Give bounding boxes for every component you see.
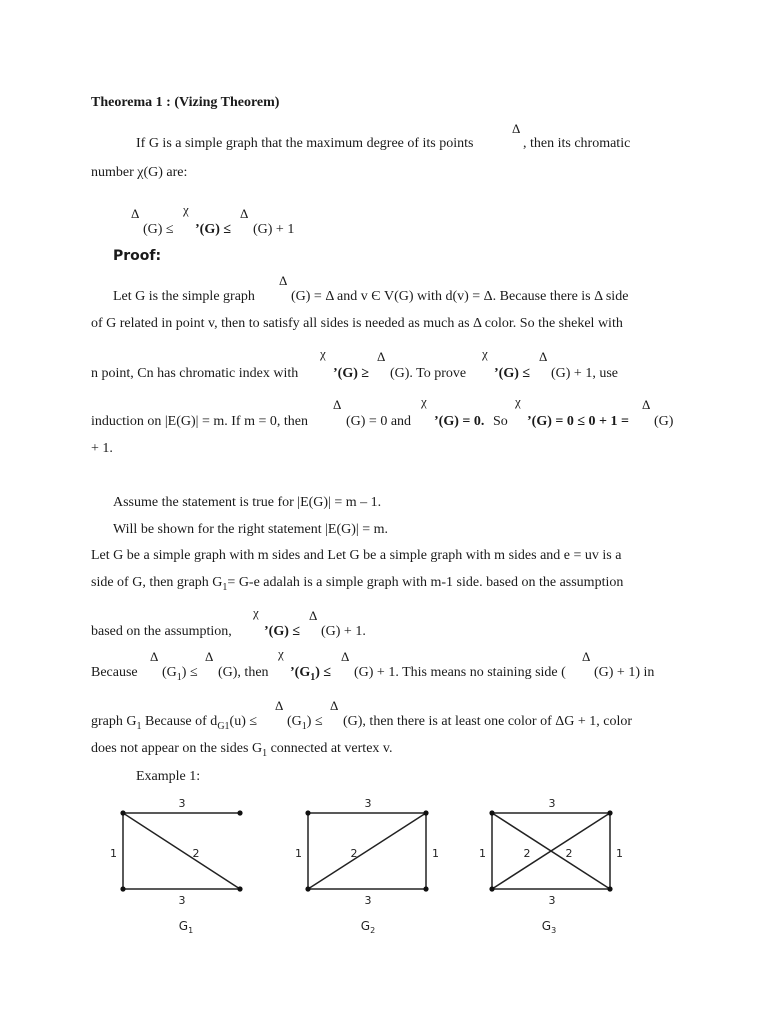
subscript: 1	[262, 747, 268, 759]
chi-symbol: χ	[482, 346, 488, 361]
para1-line2: number χ(G) are:	[91, 165, 188, 180]
vertex	[423, 886, 428, 891]
edge-label: 3	[178, 894, 186, 907]
p4-e	[290, 664, 331, 687]
subscript: 1	[222, 581, 228, 593]
edge-label: 3	[364, 797, 372, 810]
delta-symbol: Δ	[341, 649, 350, 664]
edge-label: 2	[350, 847, 358, 860]
p3-line4	[91, 574, 623, 597]
p2-line3-e: (G) + 1, use	[551, 366, 618, 381]
theorem-title: Theorema 1 : (Vizing Theorem)	[91, 95, 280, 110]
chi-symbol: χ	[320, 346, 326, 361]
p5-d: (G	[287, 714, 302, 729]
p5-de	[287, 713, 323, 736]
vertex	[489, 810, 494, 815]
p3-line2: Will be shown for the right statement |E(G)| = m.	[113, 522, 388, 537]
p5-b: Because of d	[141, 714, 218, 729]
graph-name	[361, 919, 375, 935]
p2-line3-b: ’(G) ≥	[333, 366, 370, 381]
ineq-part3: (G) + 1	[253, 222, 295, 237]
edge	[123, 813, 240, 889]
p4-b	[162, 664, 198, 687]
graph-name-text: G	[541, 919, 552, 933]
graph-name-sub: 3	[551, 926, 557, 935]
graph-g2	[308, 813, 426, 889]
chi-symbol: χ	[278, 646, 284, 661]
subscript: 1	[136, 720, 142, 732]
edge-label: 1	[295, 847, 302, 860]
p5-a: graph G	[91, 714, 137, 729]
vertex	[237, 810, 242, 815]
p5-line2-b: connected at vertex v.	[267, 741, 393, 756]
edge-label: 2	[523, 847, 531, 860]
p4-h: (G) + 1) in	[594, 665, 655, 680]
delta-symbol: Δ	[279, 273, 288, 288]
subscript: 1	[310, 671, 316, 683]
p3-line4-a: side of G, then graph G	[91, 575, 223, 590]
graph-name	[179, 919, 193, 935]
p3-line5-b: ’(G) ≤	[264, 624, 301, 639]
p4-c-text: ) ≤	[181, 665, 198, 680]
graph-g3	[492, 813, 610, 889]
p3-line5-a: based on the assumption,	[91, 624, 232, 639]
p4-g: (G) + 1. This means no staining side (	[354, 665, 566, 680]
edge-label: 3	[548, 894, 556, 907]
chi-symbol: χ	[421, 394, 427, 409]
delta-symbol: Δ	[642, 397, 651, 412]
p5-c: (u) ≤	[229, 714, 258, 729]
p5-line1	[91, 713, 257, 736]
example-label: Example 1:	[136, 769, 201, 784]
vertex	[120, 886, 125, 891]
p2-line3-a: n point, Cn has chromatic index with	[91, 366, 299, 381]
subscript: G1	[217, 720, 230, 732]
vertex	[305, 886, 310, 891]
p5-line2	[91, 740, 393, 763]
p2-line3-c: (G). To prove	[390, 366, 467, 381]
vertex	[607, 886, 612, 891]
delta-symbol: Δ	[512, 121, 521, 136]
p2-line5: + 1.	[91, 441, 113, 456]
edge-label: 1	[432, 847, 439, 860]
para1-line1: If G is a simple graph that the maximum degree of its points	[136, 136, 474, 151]
graph-name-sub: 1	[188, 926, 194, 935]
p2-line4-b: (G) = 0 and	[346, 414, 412, 429]
p2-line4-a: induction on |E(G)| = m. If m = 0, then	[91, 414, 308, 429]
p3-line1: Assume the statement is true for |E(G)| = m – 1.	[113, 495, 382, 510]
graph-name-text: G	[178, 919, 189, 933]
delta-symbol: Δ	[131, 206, 140, 221]
vertex	[607, 810, 612, 815]
edge-label: 2	[565, 847, 573, 860]
p2-line4-c: ’(G) = 0.	[434, 414, 485, 429]
delta-symbol: Δ	[539, 349, 548, 364]
graph-g1	[123, 813, 240, 889]
p2-line4-e: ’(G) = 0 ≤ 0 + 1 =	[527, 414, 629, 429]
edge-label: 1	[616, 847, 623, 860]
p2-line4-d: So	[493, 414, 508, 429]
edge-label: 3	[364, 894, 372, 907]
p4-d: (G), then	[218, 665, 269, 680]
para1-line1-end: , then its chromatic	[523, 136, 631, 151]
p2-line4-f: (G)	[654, 414, 674, 429]
proof-label: Proof:	[113, 248, 162, 264]
p4-a: Because	[91, 665, 138, 680]
subscript: 1	[176, 671, 182, 683]
delta-symbol: Δ	[205, 649, 214, 664]
p4-b-text: (G	[162, 665, 177, 680]
delta-symbol: Δ	[309, 608, 318, 623]
delta-symbol: Δ	[240, 206, 249, 221]
edge-label: 3	[548, 797, 556, 810]
edge	[308, 813, 426, 889]
vertex	[120, 810, 125, 815]
p2-line1-b: (G) = Δ and v Є V(G) with d(v) = Δ. Because there is Δ side	[291, 289, 629, 304]
p4-f-text: ) ≤	[315, 665, 332, 680]
graph-name	[542, 919, 556, 935]
example-graphs-figure	[0, 790, 768, 950]
chi-symbol: χ	[515, 394, 521, 409]
subscript: 1	[301, 720, 307, 732]
chi-symbol: χ	[183, 202, 189, 217]
edge-label: 1	[479, 847, 486, 860]
vertex	[305, 810, 310, 815]
graph-name-sub: 2	[370, 926, 376, 935]
p3-line4-b: = G-e adalah is a simple graph with m-1 side. based on the assumption	[227, 575, 624, 590]
p2-line2: of G related in point v, then to satisfy all sides is needed as much as Δ color. So the shekel with	[91, 316, 623, 331]
vertex	[423, 810, 428, 815]
edge-label: 1	[110, 847, 117, 860]
edge-label: 3	[178, 797, 186, 810]
p2-line1-a: Let G is the simple graph	[113, 289, 255, 304]
vertex	[237, 886, 242, 891]
edge-label: 2	[192, 847, 200, 860]
chi-symbol: χ	[253, 605, 259, 620]
delta-symbol: Δ	[275, 698, 284, 713]
p5-line2-a: does not appear on the sides G	[91, 741, 263, 756]
vertex	[489, 886, 494, 891]
delta-symbol: Δ	[330, 698, 339, 713]
delta-symbol: Δ	[377, 349, 386, 364]
p3-line3: Let G be a simple graph with m sides and Let G be a simple graph with m sides and e = uv is a	[91, 548, 622, 563]
delta-symbol: Δ	[150, 649, 159, 664]
p2-line3-d: ’(G) ≤	[494, 366, 531, 381]
p5-e: ) ≤	[306, 714, 323, 729]
delta-symbol: Δ	[333, 397, 342, 412]
ineq-part1: (G) ≤	[143, 222, 174, 237]
graph-name-text: G	[360, 919, 371, 933]
p5-f: (G), then there is at least one color of ΔG + 1, color	[343, 714, 633, 729]
ineq-part2: ’(G) ≤	[195, 222, 232, 237]
delta-symbol: Δ	[582, 649, 591, 664]
p4-e-text: ’(G	[290, 665, 311, 680]
p3-line5-c: (G) + 1.	[321, 624, 366, 639]
